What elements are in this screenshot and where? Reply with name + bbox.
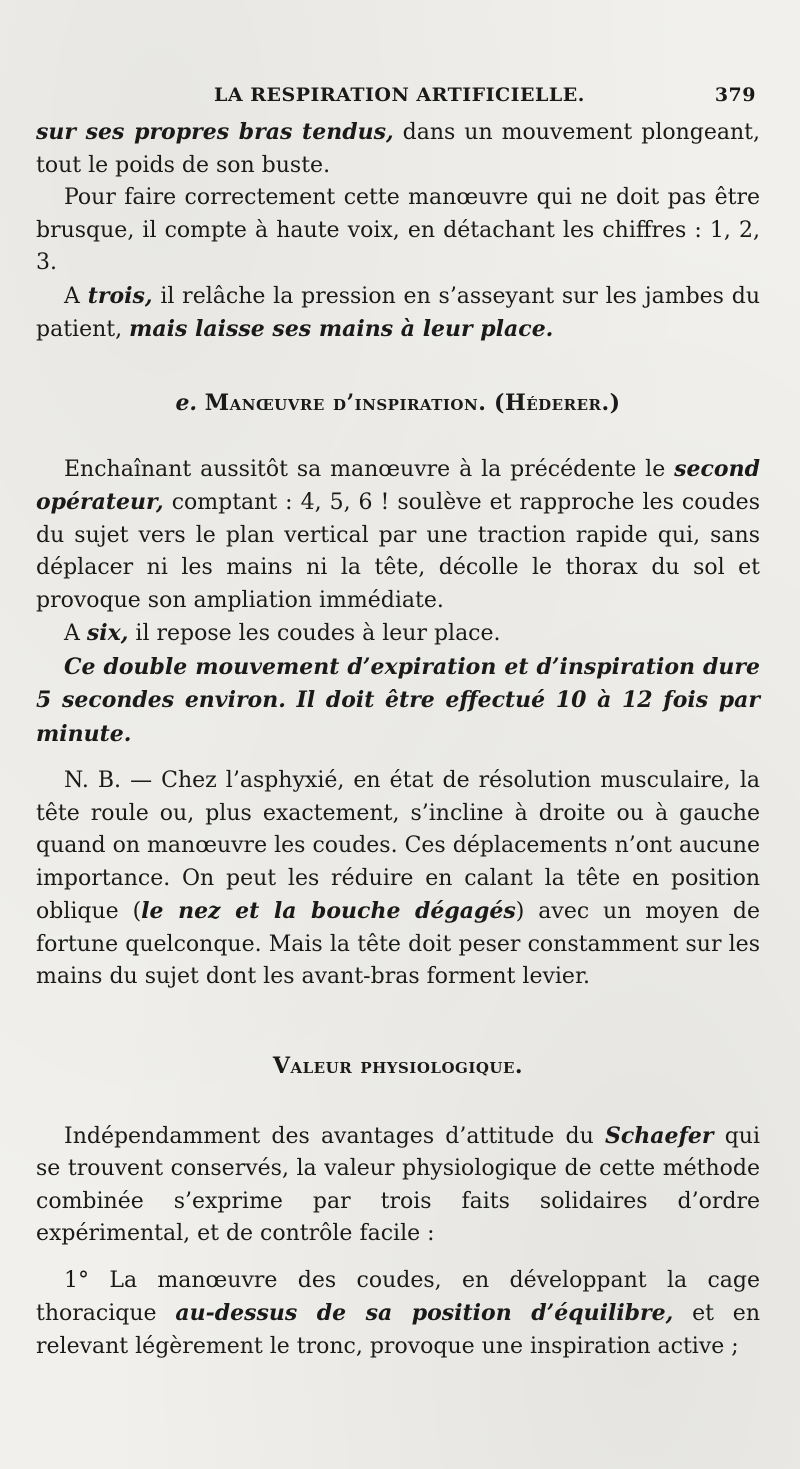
paragraph-duration [36, 651, 760, 752]
text-run: N. B. — Chez l’asphyxié, en état de résolution musculaire, la tête roule ou, plus exactement, s’incline à droite ou à gauche quand on manœuvre les coudes. Ces déplacements n’ont aucune importance. On peut les réduire en calant la tête en position oblique ( [36, 768, 760, 924]
italic-phrase: Schaefer [604, 1122, 714, 1149]
paragraph-three [36, 280, 760, 347]
spacer [36, 751, 760, 765]
running-head [36, 80, 760, 110]
text-run: dans un mouvement plongeant, tout le poids de son buste. [36, 120, 761, 178]
text-run: Pour faire correctement cette manœuvre qui ne doit pas être brusque, il compte à haute voix, en détachant les chiffres : 1, 2, 3. [36, 185, 760, 275]
paragraph-six [36, 617, 760, 651]
section-author: (Héderer.) [494, 389, 621, 416]
italic-phrase: au-dessus de sa position d’équilibre, [175, 1300, 674, 1326]
italic-phrase: six, [86, 620, 129, 646]
italic-phrase: le nez et la bouche dégagés [141, 898, 516, 924]
italic-phrase: trois, [87, 282, 153, 309]
text-run: il relâche la pression en s’asseyant sur les jambes du patient, [36, 283, 760, 342]
text-run: il repose les coudes à leur place. [128, 621, 501, 646]
section-title: Manœuvre d’inspiration. [204, 389, 487, 416]
body-text [36, 116, 760, 1363]
text-run: A [64, 621, 87, 646]
paragraph-continuation [36, 116, 760, 182]
italic-phrase: Ce double mouvement d’expiration et d’inspiration dure 5 secondes environ. Il doit être effectué 10 à 12 fois par minute. [36, 653, 760, 747]
section-letter: e. [175, 389, 198, 416]
section-heading-e [36, 387, 760, 419]
section-title: Valeur physiologique. [272, 1052, 524, 1079]
page-number: 379 [714, 84, 756, 106]
paragraph-counting [36, 182, 760, 280]
paragraph-second-operator [36, 453, 760, 618]
running-title: LA RESPIRATION ARTIFICIELLE. [214, 84, 585, 106]
text-run: A [64, 283, 88, 309]
text-run: ) avec un moyen de fortune quelconque. Mais la tête doit peser constamment sur les mains du sujet dont les avant-bras forment levier. [36, 899, 761, 989]
text-run: comptant : 4, 5, 6 ! soulève et rapproche les coudes du sujet vers le plan vertical par une traction rapide qui, sans déplacer ni les mains ni la tête, décolle le thorax du sol et provoque son ampliation immédiate. [36, 490, 760, 613]
italic-phrase: sur ses propres bras tendus, [36, 119, 394, 145]
paragraph-nota-bene [36, 765, 760, 994]
text-run: Enchaînant aussitôt sa manœuvre à la précédente le [64, 456, 675, 482]
paragraph-independamment [36, 1120, 760, 1251]
section-heading-valeur [36, 1050, 760, 1082]
paragraph-point-one [36, 1265, 760, 1364]
italic-phrase: mais laisse ses mains à leur place. [129, 316, 554, 342]
italic-phrase: second opérateur, [36, 455, 760, 515]
spacer [36, 1251, 760, 1265]
text-run: 1° La manœuvre des coudes, en développant la cage thoracique [36, 1267, 760, 1326]
text-run: Indépendamment des avantages d’attitude du [64, 1123, 605, 1149]
text-run: et en relevant légèrement le tronc, provoque une inspiration active ; [36, 1301, 760, 1359]
text-run: qui se trouvent conservés, la valeur physiologique de cette méthode combinée s’exprime par trois faits solidaires d’ordre expérimental, et de contrôle facile : [36, 1123, 760, 1246]
